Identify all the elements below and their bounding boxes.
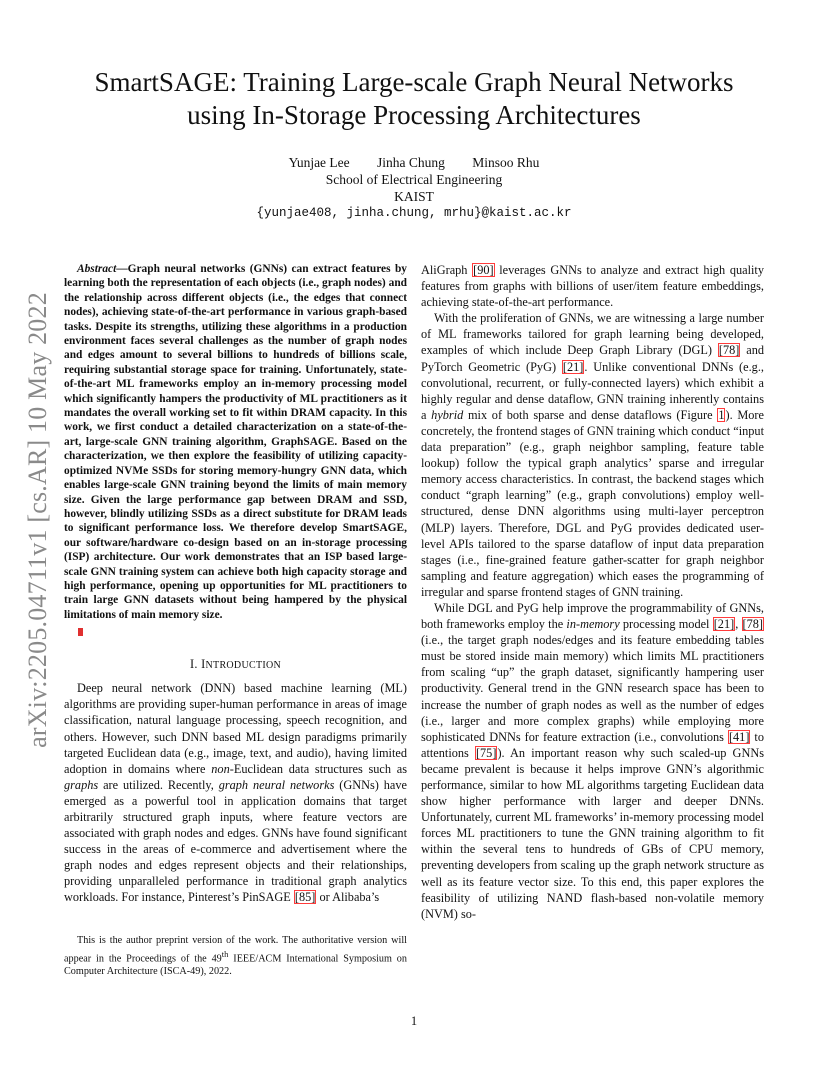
text-run: processing model	[619, 617, 713, 632]
emphasis-text: graphs	[64, 777, 99, 792]
text-run: and PyTorch Geometric (PyG)	[421, 343, 764, 374]
emphasis-text: in-memory	[566, 617, 620, 632]
intro-paragraph-3	[421, 600, 764, 922]
text-run: ). More concretely, the frontend stages of GNN training which conduct “input data preparation” (e.g., graph neighbor sampling, feature table lookup) follow the typical graph analytics’ sparse and irregular memory access characteristics. In contrast, the backend stages which conduct “graph learning” (e.g., graph convolutions) employ well-structured, dense DNN algorithms using multi-layer perceptron (MLP) layers. Therefore, DGL and PyG provides dedicated user-level APIs tailored to the sparse dataflow of input data preparation stages (i.e., fine-grained feature gather-scatter for graph neighbor sampling and feature aggregation) which eases the programming of irregular and sparse frontend stages of GNN training.	[421, 407, 764, 599]
left-column	[64, 262, 407, 906]
abstract-text: —Graph neural networks (GNNs) can extract features by learning both the representation of each objects (i.e., graph nodes) and the relationship across different objects (i.e., the edges that connect nodes), achieving state-of-the-art performance in various graph-based tasks. Despite its strengths, utilizing these algorithms in a production environment faces several challenges as the number of graph nodes and edges amount to several billions to hundreds of billions scale, requiring substantial storage space for training. Unfortunately, state-of-the-art ML frameworks employ an in-memory processing model which significantly hampers the productivity of ML practitioners as it mandates the overall working set to fit within DRAM capacity. In this work, we first conduct a detailed characterization on a state-of-the-art, large-scale GNN training algorithm, GraphSAGE. Based on the characterization, we then explore the feasibility of utilizing capacity-optimized NVMe SSDs for storing memory-hungry GNN data, which enables large-scale GNN training beyond the limits of main memory size. Given the large performance gap between DRAM and SSD, however, blindly utilizing SSDs as a direct substitute for DRAM leads to significant performance loss. We therefore develop SmartSAGE, our software/hardware co-design based on an in-storage processing (ISP) architecture. Our work demonstrates that an ISP based large-scale GNN training system can achieve both high capacity storage and high performance, opening up opportunities for ML practitioners to train large GNN datasets without being hampered by the physical limitations of main memory size.	[64, 263, 407, 621]
author-name: Jinha Chung	[377, 155, 445, 170]
red-marker-icon	[78, 628, 83, 636]
text-run: are utilized. Recently,	[98, 777, 219, 792]
section-heading-introduction	[64, 656, 407, 674]
author-name: Yunjae Lee	[288, 155, 350, 170]
author-block	[60, 154, 768, 222]
text-run: ). An important reason why such scaled-up GNNs became prevalent is because it helps improve GNN’s algorithmic performance, similar to how ML algorithms targeting Euclidean data show higher performance with larger and deeper DNNs. Unfortunately, current ML frameworks’ in-memory processing model forces ML practitioners to tune the GNN training algorithm to fit within the several tens to hundreds of GBs of CPU memory, preventing developers from scaling up the graph network structure as well as its feature vector size. To this end, this paper explores the feasibility of utilizing NAND flash-based non-volatile memory (NVM) so-	[421, 745, 764, 921]
section-title-initial: I	[201, 657, 206, 672]
author-name: Minsoo Rhu	[472, 155, 540, 170]
emphasis-text: hybrid	[431, 407, 464, 422]
author-email: {yunjae408, jinha.chung, mrhu}@kaist.ac.kr	[256, 206, 572, 220]
text-run: This is the author preprint version of the work. The authoritative version will appear in the Proceedings of the 49	[64, 935, 407, 964]
text-run: or Alibaba’s	[316, 890, 380, 905]
text-run: While DGL and PyG help improve the programmability of GNNs, both frameworks employ the	[421, 600, 764, 632]
arxiv-identifier: arXiv:2205.04711v1 [cs.AR] 10 May 2022	[23, 292, 52, 748]
text-run: to attentions	[421, 729, 764, 760]
citation-link[interactable]: [78]	[718, 343, 740, 358]
text-run: . Unlike conventional DNNs (e.g., convolutional, recurrent, or fully-connected layers) which exhibit a highly regular and dense dataflow, GNN training inherently contains a	[421, 359, 764, 422]
continued-paragraph	[421, 262, 764, 310]
section-number: I.	[189, 657, 198, 672]
emphasis-text: graph neural networks	[218, 777, 335, 792]
text-run: With the proliferation of GNNs, we are witnessing a large number of ML frameworks tailored for graph learning being developed, examples of which include Deep Graph Library (DGL)	[421, 311, 764, 358]
abstract	[64, 262, 407, 622]
arxiv-sidebar-stamp	[18, 275, 58, 765]
citation-link[interactable]: [21]	[562, 359, 584, 374]
text-run: ,	[735, 617, 742, 632]
title-line-2: using In-Storage Processing Architectures	[187, 100, 641, 130]
citation-link[interactable]: [75]	[475, 745, 497, 760]
intro-paragraph-1	[64, 680, 407, 905]
text-run: mix of both sparse and dense dataflows (Figure	[463, 407, 718, 422]
citation-link[interactable]: [78]	[742, 617, 764, 632]
text-run: (i.e., the target graph nodes/edges and its feature embedding tables must be stored inside main memory) which limits ML practitioners from scaling “up” the graph dataset, significantly hampering user productivity. General trend in the GNN research space has been to increase the number of graph nodes as well as the number of edges (i.e., larger and more complex graphs) while employing more sophisticated DNNs for feature extraction (i.e., convolutions	[421, 633, 764, 744]
text-run: (GNNs) have emerged as a powerful tool in application domains that target arbitrarily structured graph inputs, where feature vectors are associated with graph nodes and edges. GNNs have found significant success in the areas of e-commerce and advertisement where the graph nodes and edges represent objects and their relationships, providing unparalleled performance in traditional graph analytics workloads. For instance, Pinterest’s PinSAGE	[64, 777, 407, 905]
text-run: IEEE/ACM International Symposium on Computer Architecture (ISCA-49), 2022.	[64, 952, 407, 977]
footnote	[64, 935, 407, 978]
citation-link[interactable]: [21]	[713, 617, 735, 632]
abstract-label: Abstract	[77, 263, 117, 275]
figure-link[interactable]: 1	[718, 407, 725, 422]
title-line-1: SmartSAGE: Training Large-scale Graph Neural Networks	[94, 67, 734, 97]
citation-link[interactable]: [90]	[473, 263, 494, 277]
intro-paragraph-2	[421, 310, 764, 600]
right-column	[421, 262, 764, 922]
author-names	[60, 154, 768, 171]
citation-link[interactable]: [41]	[728, 729, 750, 744]
citation-link[interactable]: [85]	[294, 890, 316, 905]
section-title-rest: NTRODUCTION	[205, 660, 282, 672]
text-run: -Euclidean data structures such as	[229, 761, 407, 776]
text-run: leverages GNNs to analyze and extract high quality features from graphs with billions of user/item feature embeddings, achieving state-of-the-art performance.	[421, 263, 764, 310]
emphasis-text: non	[211, 761, 230, 776]
author-affiliation: School of Electrical Engineering	[325, 172, 503, 187]
author-institution: KAIST	[394, 189, 434, 204]
text-run: AliGraph	[421, 263, 473, 277]
paper-title	[60, 66, 768, 132]
page-number: 1	[410, 1014, 418, 1028]
text-run: Deep neural network (DNN) based machine learning (ML) algorithms are providing super-human performance in areas of image classification, natural language processing, speech recognition, and others. However, such DNN based ML design paradigms primarily targeted Euclidean data (e.g., image, text, and audio), having limited adoption in domains where	[64, 681, 407, 776]
superscript: th	[221, 948, 229, 959]
